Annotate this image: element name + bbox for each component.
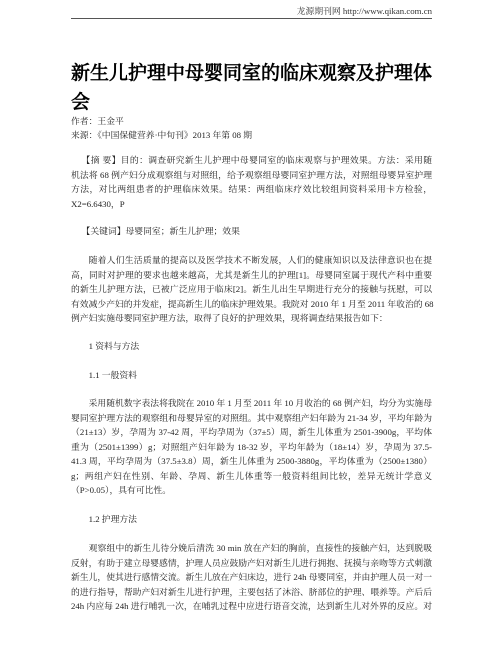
abstract [71, 153, 432, 211]
keywords-line: 【关键词】母婴同室；新生儿护理；效果 [81, 226, 240, 236]
paragraph-line: 有效减少产妇的并发症，提高新生儿的临床护理效果。我院对 2010 年 1 月至 2011 年收治的 68 [71, 298, 434, 309]
site-header: 龙源期刊网 http://www.qikan.com.cn [296, 6, 432, 16]
keywords [71, 224, 432, 239]
section-heading-1-2: 1.2 护理方法 [88, 514, 137, 524]
paragraph-line: 的进行指导，帮助产妇对新生儿进行护理，主要包括了沐浴、脐部位的护理、喂养等。产后后 [71, 586, 432, 597]
paragraph-line: g；两组产妇在性别、年龄、孕周、新生儿体重等一般资料组间比较，差异无统计学意义 [71, 470, 432, 481]
paragraph-line: 新生儿，使其进行感情交流。新生儿放在产妇床边，进行 24h 母婴同室，并由护理人员一对一 [71, 572, 432, 582]
abstract-line: X2=6.6430，P [71, 198, 125, 209]
paragraph-line: 采用随机数字表法将我院在 2010 年 1 月至 2011 年 10 月收治的 68 例产妇，均分为实施母 [88, 398, 432, 408]
general-data-paragraph [71, 396, 432, 498]
paragraph-line: 重为（2501±1399）g；对照组产妇年龄为 18-32 岁，平均年龄为（18±14）岁，孕周为 37.5- [71, 441, 432, 452]
paragraph-line: （P>0.05），具有可比性。 [71, 485, 172, 495]
abstract-line: 【摘 要】目的：调查研究新生儿护理中母婴同室的临床观察与护理效果。方法：采用随 [81, 155, 432, 165]
paragraph-line: 婴同室护理方法的观察组和母婴异室的对照组。其中观察组产妇年龄为 21-34 岁，平均年龄为 [71, 412, 432, 423]
paragraph-line: （21±13）岁，孕周为 37-42 周，平均孕周为（37±5）周，新生儿体重为 2501-3900g，平均体 [71, 427, 432, 437]
paragraph-line: 41.3 周，平均孕周为（37.5±3.8）周，新生儿体重为 2500-3880g，平均体重为（2500±1380） [71, 456, 432, 466]
article-author: 作者：王金平 [71, 116, 124, 126]
header-rule [71, 18, 432, 19]
paragraph-line: 随着人们生活质量的提高以及医学技术不断发展，人们的健康知识以及法律意识也在提 [88, 255, 432, 265]
paragraph-line: 例产妇实施母婴同室护理方法，取得了良好的护理效果，现将调查结果报告如下： [71, 313, 388, 323]
article-source: 来源：《中国保健营养·中旬刊》2013 年第 08 期 [71, 130, 253, 140]
paragraph-line: 高，同时对护理的要求也越来越高，尤其是新生儿的护理[1]。母婴同室属于现代产科中重要 [71, 269, 432, 280]
abstract-line: 机法将 68 例产妇分成观察组与对照组，给予观察组母婴同室护理方法，对照组母婴异室护理 [71, 169, 432, 180]
paragraph-line: 观察组中的新生儿待分娩后清洗 30 min 放在产妇的胸前，直接性的接触产妇，达到脱吸 [88, 543, 432, 553]
paragraph-line: 反射，有助于建立母婴感情，护理人员应鼓励产妇对新生儿进行拥抱、抚摸与亲吻等方式刺激 [71, 557, 432, 568]
article-title: 新生儿护理中母婴同室的临床观察及护理体会 [71, 62, 433, 113]
paragraph-line: 的新生儿护理方法，已被广泛应用于临床[2]。新生儿出生早期进行充分的接触与抚慰，可以 [71, 284, 432, 294]
intro-paragraph [71, 253, 432, 326]
paragraph-line: 24h 内应每 24h 进行哺乳一次，在哺乳过程中应进行语音交流，达到新生儿对外界的反应。对 [71, 601, 432, 611]
section-heading-1-1: 1.1 一般资料 [88, 370, 137, 380]
nursing-method-paragraph [71, 541, 432, 614]
abstract-line: 方法，对比两组患者的护理临床效果。结果：两组临床疗效比较组间资料采用卡方检验， [71, 184, 432, 194]
section-heading-1: 1 资料与方法 [88, 341, 140, 351]
